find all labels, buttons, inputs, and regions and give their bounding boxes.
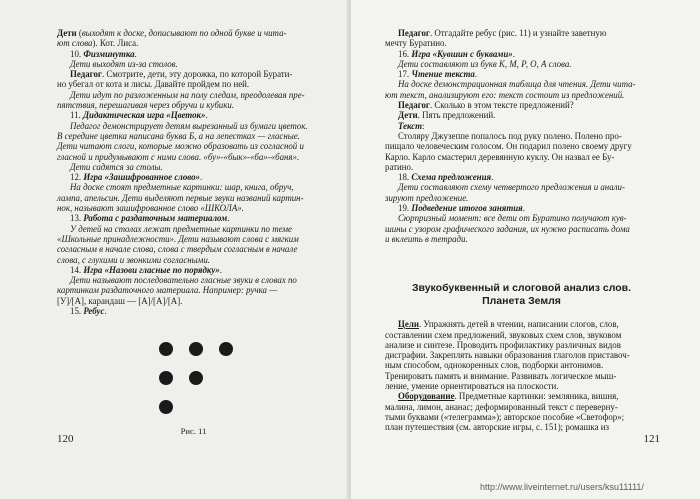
text-line xyxy=(385,121,658,131)
text-line xyxy=(57,59,330,69)
text-span: Дидактическая игра «Цветок» xyxy=(82,110,206,121)
text-span: согласным в начале слова, слова с твердым согласным в начале xyxy=(57,244,298,255)
text-line xyxy=(385,234,658,244)
text-span: пятствия, перешагивая через обручи и кубики. xyxy=(57,100,235,111)
text-span: Дети xyxy=(57,28,77,38)
text-span: Дети читают слоги, которые можно образовать из согласной и xyxy=(57,141,304,152)
text-span: . Сколько в этом тексте предложений? xyxy=(429,100,574,111)
text-line xyxy=(57,255,330,265)
text-line xyxy=(57,79,330,89)
text-line xyxy=(57,28,330,38)
text-line xyxy=(57,110,330,120)
text-span: и вклеить в тетради. xyxy=(385,233,468,244)
text-line xyxy=(385,340,658,350)
rebus-dot xyxy=(219,342,233,356)
text-line xyxy=(385,319,658,329)
text-span: мечту Буратино. xyxy=(385,38,447,49)
text-span: . xyxy=(205,110,208,121)
text-span: 14. xyxy=(70,264,84,275)
text-span: Дети садятся за столы. xyxy=(70,161,163,172)
text-span: 12. xyxy=(70,172,84,183)
text-line xyxy=(57,38,330,48)
text-line xyxy=(385,38,658,48)
text-span: ( xyxy=(76,28,82,38)
text-span: Подведение итогов занятия xyxy=(411,203,523,214)
text-line xyxy=(385,131,658,141)
page-number-right: 121 xyxy=(643,433,660,445)
text-span: Схема предложения xyxy=(411,172,492,183)
text-line xyxy=(385,59,658,69)
text-line xyxy=(57,121,330,131)
text-line xyxy=(385,193,658,203)
text-span: . Предметные картинки: земляника, вишня, xyxy=(454,391,619,402)
text-span: Физминутка xyxy=(83,48,135,59)
text-line xyxy=(57,152,330,162)
page-number-left: 120 xyxy=(57,433,74,445)
text-line xyxy=(57,213,330,223)
text-span: Педагог демонстрирует детям вырезанный из бумаги цветок. xyxy=(70,120,308,131)
text-line xyxy=(57,203,330,213)
rebus-dot xyxy=(189,371,203,385)
right-paragraphs-2 xyxy=(385,319,658,432)
left-page xyxy=(0,0,349,499)
text-line xyxy=(57,265,330,275)
text-line xyxy=(385,330,658,340)
text-span: зируют предложение. xyxy=(385,192,469,203)
text-span: Педагог xyxy=(398,28,430,38)
text-line xyxy=(57,275,330,285)
rebus-dot xyxy=(159,342,173,356)
text-line xyxy=(385,224,658,234)
text-span: 10. xyxy=(70,48,84,59)
text-span: . xyxy=(474,69,478,80)
text-line xyxy=(385,360,658,370)
text-span: Карло. Карло смастерил деревянную куклу. Он назвал ее Бу- xyxy=(385,151,615,162)
text-span: слова, с глухими и звонкими согласными. xyxy=(57,254,210,265)
text-span: . Пять предложений. xyxy=(417,110,496,121)
text-line xyxy=(385,350,658,360)
text-span: но убегал от кота и лисы. Давайте пройдем по ней. xyxy=(57,79,250,90)
text-line xyxy=(57,244,330,254)
text-line xyxy=(57,172,330,182)
text-line xyxy=(57,69,330,79)
text-line xyxy=(385,141,658,151)
text-span: Дети выходят из-за столов. xyxy=(70,58,178,69)
text-span: лампа, апельсин. Дети выделяют первые звуки названий картин- xyxy=(57,192,304,203)
text-line xyxy=(385,182,658,192)
text-line xyxy=(57,90,330,100)
section-heading-line1: Звукобуквенный и слоговой анализ слов. xyxy=(411,282,632,295)
text-span: . xyxy=(512,48,515,59)
rebus-figure xyxy=(57,334,330,437)
text-span: Текст xyxy=(398,120,423,131)
text-span: нок, называют зашифрованное слово «ШКОЛА». xyxy=(57,203,244,214)
text-span: 11. xyxy=(70,110,83,121)
text-span: Игра «Назови гласные по порядку» xyxy=(83,264,220,275)
text-span: ют слова xyxy=(57,38,93,49)
text-line xyxy=(385,162,658,172)
text-span: . xyxy=(199,172,203,183)
text-line xyxy=(385,412,658,422)
right-page xyxy=(351,0,700,499)
text-line xyxy=(385,110,658,120)
text-line xyxy=(57,100,330,110)
text-line xyxy=(57,182,330,192)
text-span: 15. xyxy=(70,306,84,317)
right-paragraphs xyxy=(385,28,658,244)
text-line xyxy=(57,131,330,141)
text-line xyxy=(385,152,658,162)
right-text-column xyxy=(385,28,658,433)
text-span: Педагог xyxy=(398,100,430,111)
text-line xyxy=(57,306,330,316)
text-span: Чтение текста xyxy=(411,69,475,80)
text-span: На доске демонстрационная таблица для чтения. Дети чита- xyxy=(398,79,636,90)
text-line xyxy=(385,28,658,38)
text-span: Ребус xyxy=(83,306,105,317)
text-span: . Упражнять детей в чтении, написании слогов, слов, xyxy=(418,319,619,330)
text-span: . xyxy=(227,213,230,224)
text-span: Игра «Зашифрованное слово» xyxy=(83,172,200,183)
text-span: Работа с раздаточным материалом xyxy=(83,213,228,224)
text-line xyxy=(385,371,658,381)
text-span: шины с узором графического задания, их нужно расписать дома xyxy=(385,223,630,234)
text-span: . xyxy=(219,264,222,275)
text-line xyxy=(385,79,658,89)
text-span: Тренировать память и внимание. Развивать логическое мыш- xyxy=(385,370,617,381)
text-span: малина, лимон, ананас; деформированный текст с переверну- xyxy=(385,401,618,412)
text-span: [У]/[А], карандаш — [А]/[А]/[А]. xyxy=(57,295,183,306)
text-span: 19. xyxy=(398,203,412,214)
text-span: Цели xyxy=(398,319,419,330)
text-span: Педагог xyxy=(70,69,102,80)
text-line xyxy=(385,203,658,213)
section-heading-line2: Планета Земля xyxy=(482,294,561,307)
text-span: Сюрпризный момент: все дети от Буратино получают кув- xyxy=(398,213,627,224)
text-span: гласной и придумывают с ними слова. «бу»-«бык»-«ба»-«баня». xyxy=(57,151,300,162)
text-span: Дети составляют схему четвертого предложения и анали- xyxy=(398,182,625,193)
text-line xyxy=(57,193,330,203)
text-span: Дети составляют из букв К, М, Р, О, А слова. xyxy=(398,58,572,69)
text-span: 18. xyxy=(398,172,412,183)
text-span: ). Кот. Лиса. xyxy=(92,38,139,49)
rebus-dot xyxy=(159,400,173,414)
rebus-dot xyxy=(189,342,203,356)
text-span: . Отгадайте ребус (рис. 11) и узнайте заветную xyxy=(429,28,607,38)
figure-caption: Рис. 11 xyxy=(180,426,207,437)
text-span: Дети идут по разложенным на полу следам, преодолевая пре- xyxy=(70,89,305,100)
text-span: ратино. xyxy=(385,161,414,172)
text-line xyxy=(385,100,658,110)
text-span: 16. xyxy=(398,48,412,59)
text-span: Игра «Кувшин с буквами» xyxy=(411,48,513,59)
text-line xyxy=(385,213,658,223)
text-span: . Смотрите, дети, эту дорожка, по которой Бурати- xyxy=(101,69,293,80)
text-span: : xyxy=(422,120,425,131)
text-span: ют текст, анализируют его: текст состоит из предложений. xyxy=(385,89,625,100)
text-span: У детей на столах лежат предметные картинки по теме xyxy=(70,223,292,234)
text-line xyxy=(385,69,658,79)
text-span: 13. xyxy=(70,213,84,224)
text-span: анализе и синтезе. Проводить профилактику различных видов xyxy=(385,339,621,350)
text-span: ление, умение ориентироваться на плоскости. xyxy=(385,381,559,392)
text-span: На доске стоят предметные картинки: шар, книга, обруч, xyxy=(70,182,294,193)
text-line xyxy=(385,402,658,412)
text-span: Оборудование xyxy=(398,391,455,402)
text-span: . xyxy=(522,203,525,214)
text-span: «Школьные принадлежности». Дети называют слова с мягким xyxy=(57,233,299,244)
text-line xyxy=(385,172,658,182)
text-span: Дети xyxy=(398,110,418,121)
text-span: выходят к доске, дописывают по одной букве и чита- xyxy=(81,28,287,38)
text-line xyxy=(57,162,330,172)
text-line xyxy=(57,296,330,306)
left-paragraphs xyxy=(57,28,330,316)
left-text-column xyxy=(57,28,330,437)
text-span: . xyxy=(104,306,107,317)
text-line xyxy=(385,381,658,391)
text-span: В середине цветка написана буква Б, а на лепестках — гласные. xyxy=(57,130,300,141)
text-span: 17. xyxy=(398,69,412,80)
text-line xyxy=(385,90,658,100)
text-span: картинкам раздаточного материала. Например: ручка — xyxy=(57,285,278,296)
watermark-url: http://www.liveinternet.ru/users/ksu11111/ xyxy=(480,482,644,492)
text-span: план путешествия (см. авторские игры, с. 151); ромашка из xyxy=(385,422,609,433)
text-line xyxy=(57,141,330,151)
rebus-dot xyxy=(159,371,173,385)
text-line xyxy=(57,234,330,244)
text-span: . xyxy=(491,172,494,183)
text-line xyxy=(385,49,658,59)
text-line xyxy=(385,422,658,432)
text-span: Столяру Джузеппе попалось под руку полено. Полено про- xyxy=(398,130,622,141)
text-span: тыми буквами («телеграмма»); авторское пособие «Светофор»; xyxy=(385,411,625,422)
text-span: Дети называют последовательно гласные звуки в словах по xyxy=(70,275,297,286)
section-heading xyxy=(385,282,658,307)
text-span: дисграфии. Закреплять навыки образования глаголов приставоч- xyxy=(385,350,630,361)
text-span: пищало человеческим голосом. Он подарил полено своему другу xyxy=(385,141,632,152)
text-line xyxy=(57,224,330,234)
text-span: ным способом, однокоренных слов, подборки антонимов. xyxy=(385,360,604,371)
text-span: составлении схем предложений, звуковых схем слов, звуковом xyxy=(385,329,622,340)
text-line xyxy=(57,49,330,59)
text-line xyxy=(57,285,330,295)
text-span: . xyxy=(134,48,137,59)
text-line xyxy=(385,391,658,401)
